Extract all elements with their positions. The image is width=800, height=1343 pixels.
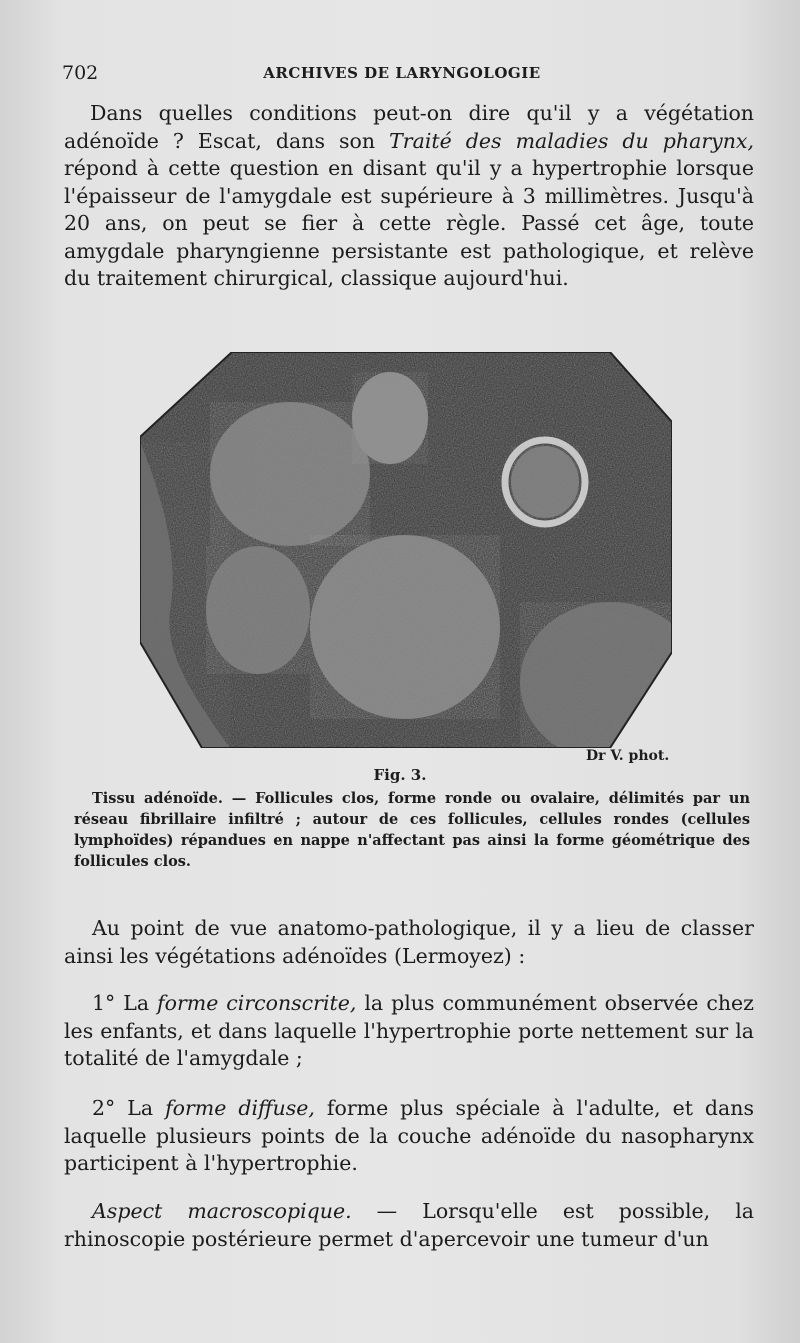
- figure-caption: Tissu adénoïde. — Follicules clos, forme ronde ou ovalaire, délimités par un réseau fibrillaire infiltré ; autour de ces follicules, cellules rondes (cellules lymphoïdes) répandues en nappe n'affectant pas ainsi la forme géométrique des follicules clos.: [74, 790, 750, 870]
- figure-label: Fig. 3.: [373, 766, 427, 784]
- paragraph-1-text-a: Dans quelles conditions peut-on dire qu'il y a végétation adénoïde ? Escat, dans son: [64, 101, 754, 153]
- paragraph-1: [64, 100, 754, 293]
- paragraph-4-text: forme plus spéciale à l'adulte, et dans laquelle plusieurs points de la couche adénoïde du nasopharynx participent à l'hypertrophie.: [64, 1096, 754, 1175]
- page-header: [62, 60, 742, 88]
- paragraph-5-heading: Aspect macroscopique.: [92, 1199, 352, 1223]
- paragraph-1-text-b: répond à cette question en disant qu'il y a hypertrophie lorsque l'épaisseur de l'amygdale est supérieure à 3 millimètres. Jusqu'à 20 ans, on peut se fier à cette règle. Passé cet âge, toute amygdale pharyngienne persistante est pathologique, et relève du traitement chirurgical, classique aujourd'hui.: [64, 156, 754, 290]
- paragraph-3: [64, 990, 754, 1073]
- paragraph-4-term: forme diffuse,: [165, 1096, 315, 1120]
- photo-credit: Dr V. phot.: [586, 748, 670, 764]
- paragraph-5: [64, 1198, 754, 1253]
- running-title: ARCHIVES DE LARYNGOLOGIE: [263, 64, 541, 82]
- paragraph-4-number: 2° La: [92, 1096, 166, 1120]
- paragraph-3-text: la plus communément observée chez les enfants, et dans laquelle l'hypertrophie porte nettement sur la totalité de l'amygdale ;: [64, 991, 754, 1070]
- paragraph-4: [64, 1095, 754, 1178]
- page-number: 702: [62, 62, 99, 84]
- paragraph-3-term: forme circonscrite,: [157, 991, 357, 1015]
- paragraph-3-number: 1° La: [92, 991, 158, 1015]
- paragraph-5-text: — Lorsqu'elle est possible, la rhinoscopie postérieure permet d'apercevoir une tumeur d'un: [64, 1199, 754, 1251]
- paragraph-1-book-title: Traité des maladies du pharynx,: [389, 128, 754, 153]
- micrograph-image: [140, 352, 672, 748]
- paragraph-2: Au point de vue anatomo-pathologique, il y a lieu de classer ainsi les végétations adénoïdes (Lermoyez) :: [64, 916, 754, 968]
- micrograph-figure: [140, 352, 672, 748]
